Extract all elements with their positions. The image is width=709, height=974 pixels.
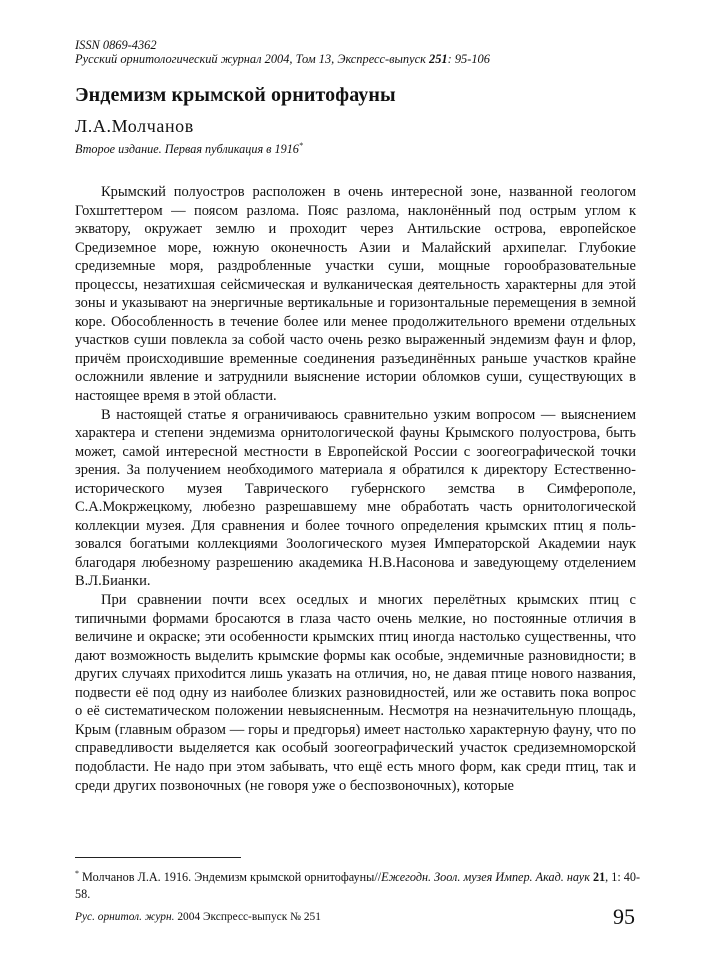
article-title: Эндемизм крымской орнитофауны: [75, 84, 396, 106]
footnote-rule: [75, 857, 241, 858]
body-paragraph-2: В настоящей статье я ограничиваюсь сравнительно узким вопросом — выяснением характера и степени эндемизма орнитологической фауны Крымского полуострова, быть может, самой интересной местности в Европейской России с зоогеографической точки зрения. За получением необходимого материала я обратился к директору Естественно-исторического музея Таврического губернского земства в Симферополе, С.А.Мокржецкому, любезно разрешавшему мне обработать часть орнитологической коллекции музея. Для сравнения и более точного определения крымских птиц я пользовался богатыми коллекциями Зоологического музея Императорской Академии наук благодаря любезному разрешению академика Н.В.Насонова и заведующему отделением В.Л.Бианки.: [75, 406, 636, 590]
journal-citation: Русский орнитологический журнал 2004, Том 13, Экспресс-выпуск: [75, 52, 426, 66]
page-number: 95: [613, 904, 635, 929]
edition-footnote-mark: *: [298, 141, 303, 150]
footnote: [75, 866, 645, 902]
journal-citation-line: [75, 51, 490, 68]
running-issue: 2004 Экспресс-выпуск № 251: [177, 911, 321, 923]
footnote-text: Молчанов Л.А. 1916. Эндемизм крымской орнитофауны: [82, 870, 375, 885]
issue-number: 251: [429, 52, 448, 66]
footnote-source: Ежегодн. Зоол. музея Импер. Акад. наук: [381, 870, 590, 885]
running-title: Рус. орнитол. журн.: [75, 911, 175, 923]
article-body: [75, 183, 636, 795]
edition-note: Второе издание. Первая публикация в 1916: [75, 142, 299, 157]
footnote-separator: //: [374, 870, 382, 885]
edition-note-line: [75, 141, 303, 157]
body-paragraph-1: Крымский полуостров расположен в очень интересной зоне, названной геологом Гохштеттером — поясом разлома. Пояс разлома, наклонённый под острым углом к экватору, окружает землю и проходит через Антильские острова, европейское Средиземное море, южную оконечность Азии и Малайский архипелаг. Глубокие средиземные моря, раздробленные участки суши, мощные горообразовательные процессы, незатихшая сейсмическая и вулканическая деятельность характерны для этой зоны и указывают на энергичные вертикальные и горизонтальные перемещения в земной коре. Обособленность в течение более или менее продолжительного времени отдельных участков суши повлекла за собой часто очень резко выраженный эндемизм фаун и флор, причём происходившие временные соединения разъединённых раньше участков крайне осложнили явление и затруднили выяснение истории обломков суши, существующих в настоящее время в этой области.: [75, 184, 636, 405]
running-footer: [75, 911, 321, 923]
page-range: : 95-106: [447, 52, 490, 66]
article-author: Л.А.Молчанов: [75, 116, 194, 136]
footnote-volume: 21: [592, 870, 606, 885]
body-paragraph-3: При сравнении почти всех оседлых и многих перелётных крымских птиц с типичными формами бросаются в глаза часто очень мелкие, но постоянные отличия в величине и окраске; эти особенности крымских птиц иногда настолько существенны, что дают возможность выделить крымские формы как особые, эндемичные разновидности; в других случаях прихоdится лишь указать на отличия, но, не давая птице нового названия, подвести её под одну из наиболее близких разновидностей, или же оставить пока вопрос о её систематическом положении невыясненным. Несмотря на незначительную площадь, Крым (главным образом — горы и предгорья) имеет настолько характерную фауну, что по справедливости выделяется как особый зоогеографический участок средиземноморской подобласти. Не надо при этом забывать, что ещё есть много форм, как среди птиц, так и среди других позвоночных (не говоря уже о беспозвоночных), которые: [75, 592, 636, 794]
issn-line: ISSN 0869-4362: [75, 38, 157, 52]
footnote-mark: *: [75, 869, 79, 878]
footnote-rest: , 1: 40-58.: [75, 870, 641, 901]
